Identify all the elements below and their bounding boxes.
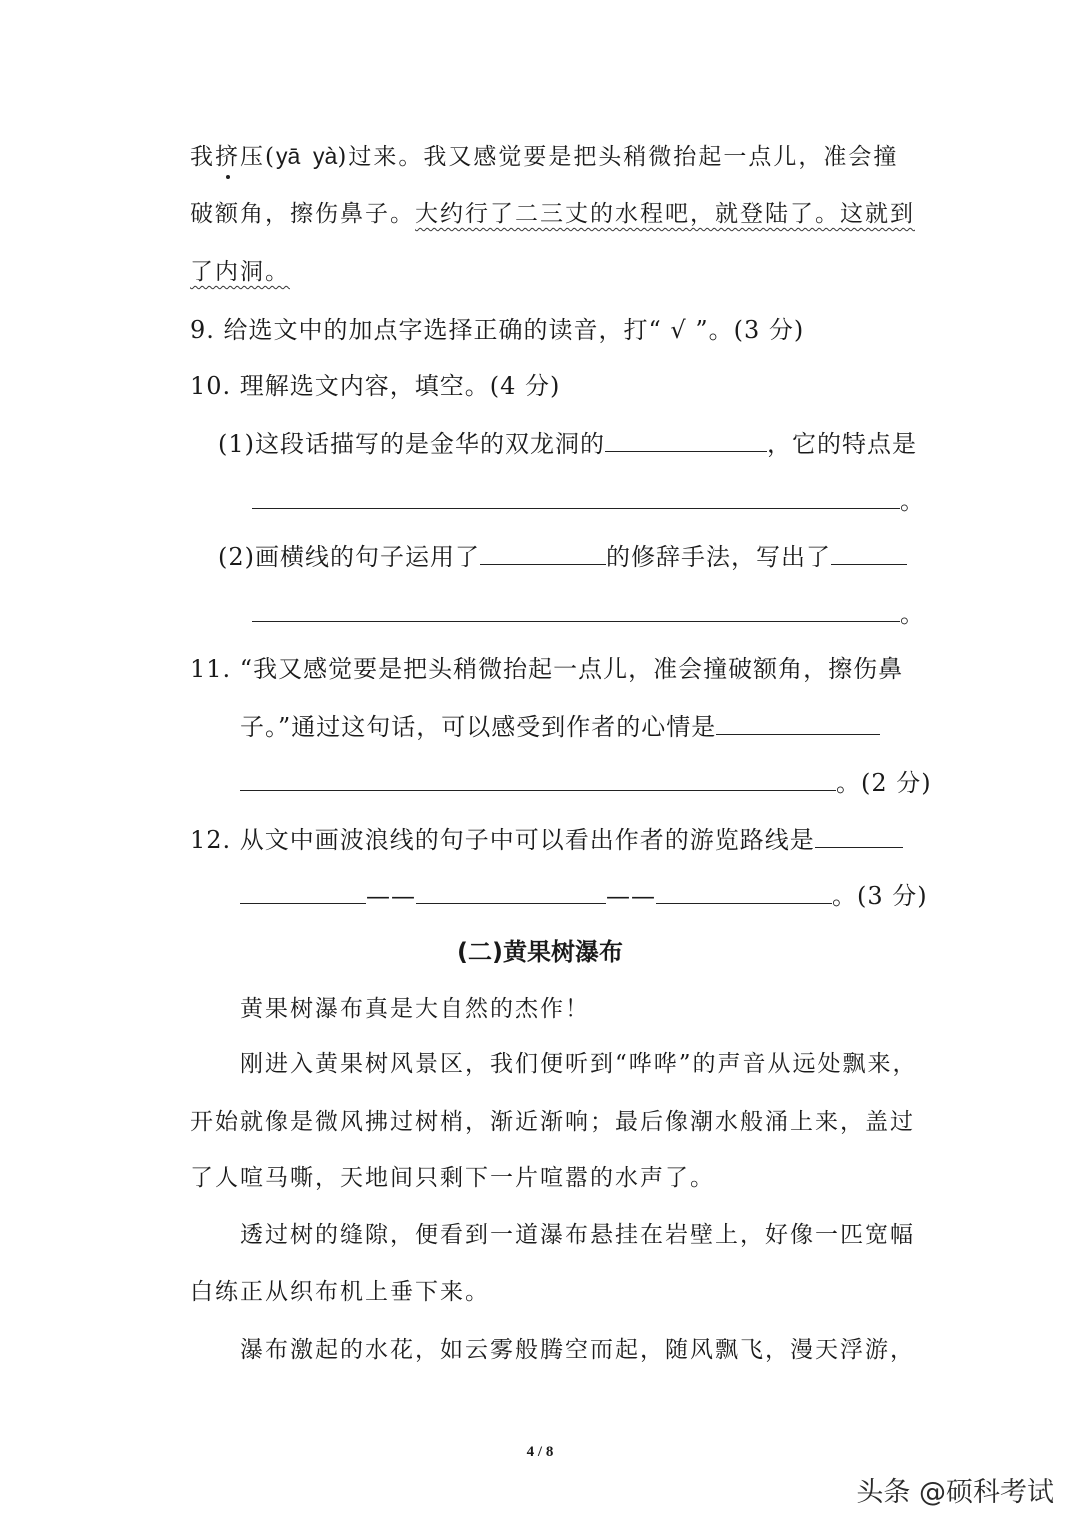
- question-text: 。: [900, 487, 925, 515]
- pinyin-options: yā yà: [275, 143, 338, 169]
- question-text: 的修辞手法，写出了: [606, 543, 831, 571]
- answer-blank[interactable]: [815, 823, 903, 848]
- answer-blank[interactable]: [831, 540, 907, 565]
- answer-blank[interactable]: [252, 484, 900, 509]
- question-text: (1)这段话描写的是金华的双龙洞的: [218, 430, 605, 458]
- wavy-underlined-sentence: 了内洞。: [190, 259, 290, 285]
- answer-blank[interactable]: [605, 427, 767, 452]
- question-text: 。(2 分): [836, 769, 932, 797]
- section2-paragraph-2-line-3: 了人喧马嘶，天地间只剩下一片喧嚣的水声了。: [190, 1165, 715, 1191]
- answer-blank[interactable]: [252, 597, 900, 622]
- section-title: (二)黄果树瀑布: [457, 938, 623, 966]
- question-10: 10. 理解选文内容，填空。(4 分): [190, 372, 561, 400]
- section2-paragraph-4: 瀑布激起的水花，如云雾般腾空而起，随风飘飞，漫天浮游，: [240, 1337, 915, 1363]
- passage-line-2: [190, 198, 915, 230]
- route-dash: ——: [366, 882, 416, 910]
- question-text: ，它的特点是: [767, 430, 917, 458]
- answer-blank[interactable]: [240, 766, 836, 791]
- passage-text: )过来。我又感觉要是把头稍微抬起一点儿，准会撞: [337, 144, 899, 170]
- wavy-underlined-sentence: 大约行了二三丈的水程吧，就登陆了。这就到: [415, 201, 915, 227]
- question-10-2: [218, 540, 907, 573]
- section2-paragraph-2-line-1: 刚进入黄果树风景区，我们便听到“哗哗”的声音从远处飘来，: [240, 1051, 918, 1077]
- question-9: 9. 给选文中的加点字选择正确的读音，打“ √ ”。(3 分): [190, 316, 805, 344]
- question-11: 11. “我又感觉要是把头稍微抬起一点儿，准会撞破额角，擦伤鼻: [190, 655, 904, 683]
- answer-blank[interactable]: [240, 879, 366, 904]
- answer-blank[interactable]: [416, 879, 606, 904]
- section2-paragraph-3-line-1: 透过树的缝隙，便看到一道瀑布悬挂在岩壁上，好像一匹宽幅: [240, 1222, 915, 1248]
- question-12: [190, 823, 903, 856]
- question-11-end: [240, 766, 932, 799]
- question-text: 12. 从文中画波浪线的句子中可以看出作者的游览路线是: [190, 826, 815, 854]
- question-10-1: [218, 427, 917, 460]
- section2-paragraph-2-line-2: 开始就像是微风拂过树梢，渐近渐响；最后像潮水般涌上来，盖过: [190, 1109, 915, 1135]
- question-10-2-continued: [252, 597, 925, 630]
- section2-paragraph-1: 黄果树瀑布真是大自然的杰作！: [240, 996, 590, 1022]
- question-12-route: [240, 879, 928, 912]
- answer-blank[interactable]: [656, 879, 832, 904]
- passage-text: 压(: [240, 144, 276, 170]
- question-text: 。(3 分): [832, 882, 928, 910]
- answer-blank[interactable]: [480, 540, 606, 565]
- question-text: 子。”通过这句话，可以感受到作者的心情是: [240, 713, 717, 741]
- watermark: 头条 @硕科考试: [856, 1477, 1054, 1508]
- question-text: (2)画横线的句子运用了: [218, 543, 480, 571]
- passage-line-1: [190, 140, 898, 173]
- answer-blank[interactable]: [716, 710, 880, 735]
- dotted-char: 挤: [215, 141, 240, 173]
- section2-paragraph-3-line-2: 白练正从织布机上垂下来。: [190, 1279, 490, 1305]
- question-text: 。: [900, 600, 925, 628]
- route-dash: ——: [606, 882, 656, 910]
- question-10-1-continued: [252, 484, 925, 517]
- passage-line-3: [190, 256, 290, 288]
- page-number: 4 / 8: [526, 1444, 554, 1460]
- question-11-continued: [240, 710, 880, 743]
- passage-text: 我: [190, 144, 215, 170]
- passage-text: 破额角，擦伤鼻子。: [190, 201, 415, 227]
